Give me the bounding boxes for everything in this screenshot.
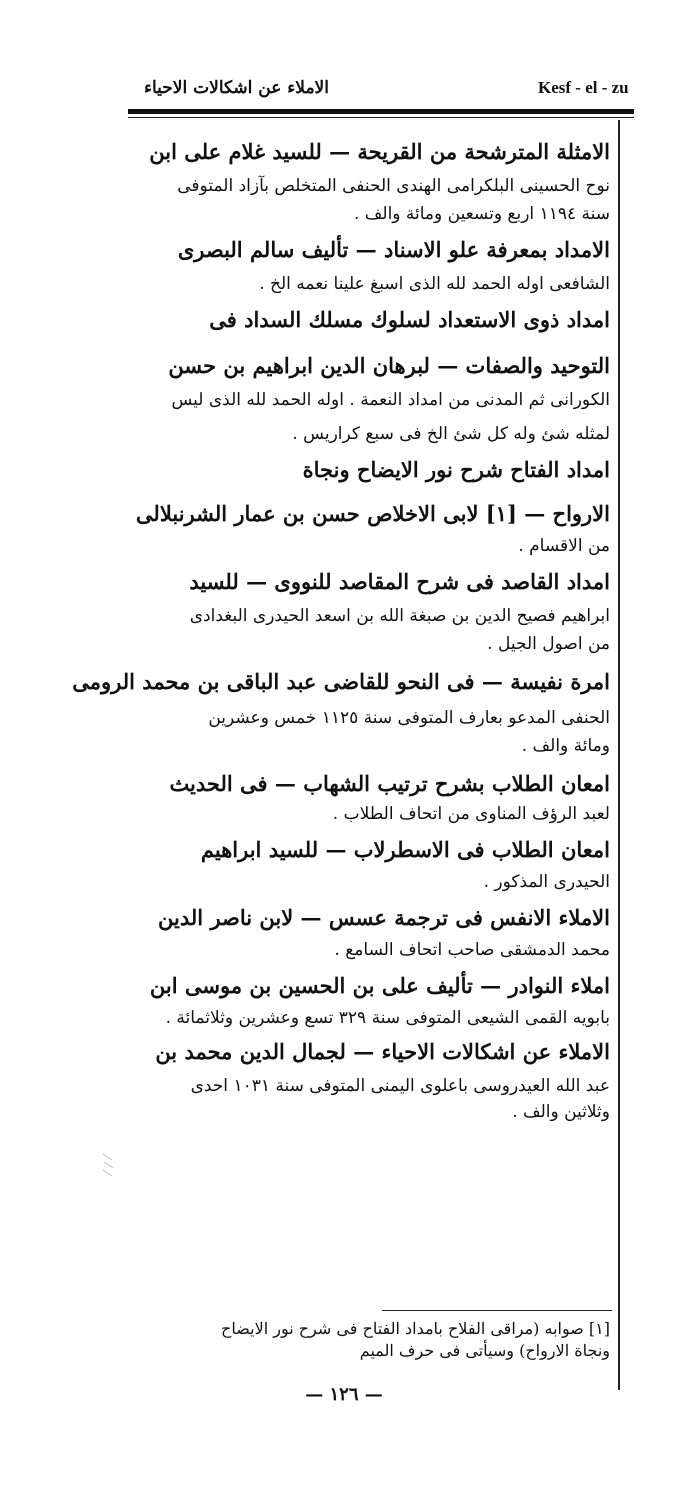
entry-headword-line: الاملاء عن اشكالات الاحياء — لجمال الدين محمد بن (155, 1039, 610, 1064)
margin-mark-icon (100, 1150, 116, 1180)
entry-4 (135, 457, 610, 556)
entry-6 (72, 669, 610, 756)
entry-headword-line: امعان الطلاب بشرح ترتيب الشهاب — فى الحديث (169, 771, 610, 796)
entry-headword-line: امداد ذوى الاستعداد لسلوك مسلك السداد فى (209, 307, 610, 332)
entry-7 (150, 771, 610, 824)
entry-headword-line: الارواح — [١] لابى الاخلاص حسن بن عمار الشرنبلالى (135, 501, 610, 526)
entry-text-line: نوح الحسينى البلكرامى الهندى الحنفى المتخلص بآزاد المتوفى (177, 176, 610, 196)
footnote-line: ونجاة الارواح) وسيأتى فى حرف الميم (359, 1341, 610, 1360)
entry-text-line: ابراهيم فصيح الدين بن صبغة الله بن اسعد الحيدرى البغدادى (189, 606, 610, 626)
entry-headword-line: الامداد بمعرفة علو الاسناد — تأليف سالم البصرى (177, 237, 610, 262)
entry-headword-line: الامثلة المترشحة من القريحة — للسيد غلام على ابن (149, 139, 610, 164)
entry-headword-line: املاء النوادر — تأليف على بن الحسين بن موسى ابن (149, 973, 610, 998)
header-rule-thin (128, 117, 634, 118)
footnote (150, 1318, 610, 1362)
running-header-short-title: Kesf - el - zu (538, 78, 629, 97)
entry-2 (150, 237, 610, 294)
header-rule-thick (128, 109, 634, 114)
entry-3 (150, 307, 610, 444)
entry-text-line: الحنفى المدعو بعارف المتوفى سنة ١١٢٥ خمس وعشرين (208, 708, 610, 728)
entry-text-line: ومائة والف . (521, 736, 610, 756)
entry-headword-line: امعان الطلاب فى الاسطرلاب — للسيد ابراهيم (200, 837, 610, 862)
footnote-rule (382, 1310, 612, 1311)
entry-text-line: من اصول الجيل . (487, 634, 610, 654)
entry-8 (150, 837, 610, 892)
entry-text-line: محمد الدمشقى صاحب اتحاف السامع . (334, 940, 610, 960)
entry-text-line: من الاقسام . (518, 536, 610, 556)
entries-column (72, 126, 610, 1122)
entry-text-line: سنة ١١٩٤ اربع وتسعين ومائة والف . (353, 204, 610, 224)
right-margin-line (618, 120, 620, 1390)
entry-headword-line: امداد القاصد فى شرح المقاصد للنووى — للسيد (189, 569, 610, 594)
entry-10 (149, 973, 610, 1028)
running-header-title: الاملاء عن اشكالات الاحياء (144, 78, 329, 98)
entry-text-line: بابويه القمى الشيعى المتوفى سنة ٣٢٩ تسع وعشرين وثلاثمائة . (165, 1008, 610, 1028)
entry-5 (150, 569, 610, 654)
footnote-line: [١] صوابه (مراقى الفلاح بامداد الفتاح فى شرح نور الايضاح (221, 1319, 610, 1338)
entry-11 (150, 1039, 610, 1122)
entry-text-line: عبد الله العيدروسى باعلوى اليمنى المتوفى سنة ١٠٣١ احدى (190, 1076, 610, 1096)
entry-headword-line: امداد الفتاح شرح نور الايضاح ونجاة (302, 457, 610, 482)
entry-text-line: لعبد الرؤف المناوى من اتحاف الطلاب . (332, 804, 610, 824)
entry-1 (149, 139, 610, 224)
entry-headword-line: امرة نفيسة — فى النحو للقاضى عبد الباقى بن محمد الرومى (72, 669, 610, 694)
entry-text-line: الحيدرى المذكور . (483, 872, 610, 892)
entry-headword-line: الاملاء الانفس فى ترجمة عسس — لابن ناصر الدين (158, 905, 610, 930)
entry-text-line: وثلاثين والف . (512, 1102, 610, 1122)
entry-9 (150, 905, 610, 960)
page-number: — ١٢٦ — (305, 1384, 383, 1405)
entry-headword-line: التوحيد والصفات — لبرهان الدين ابراهيم بن حسن (168, 353, 610, 378)
entry-text-line: لمثله شئ وله كل شئ الخ فى سبع كراريس . (292, 424, 610, 444)
entry-text-line: الكورانى ثم المدنى من امداد النعمة . اوله الحمد لله الذى ليس (171, 390, 610, 410)
entry-text-line: الشافعى اوله الحمد لله الذى اسبغ علينا نعمه الخ . (259, 274, 610, 294)
